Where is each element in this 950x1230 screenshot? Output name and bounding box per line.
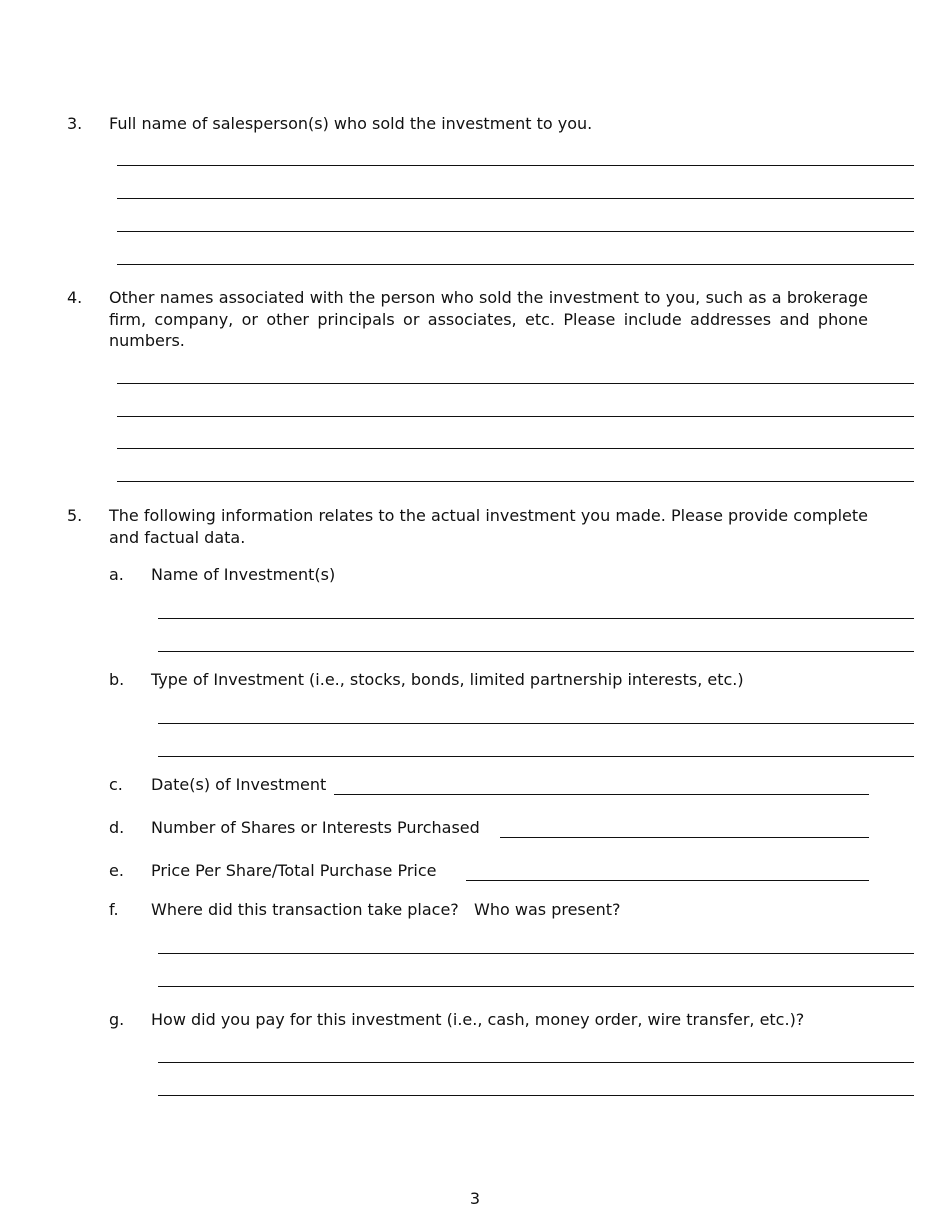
q4-answer-line-1[interactable] <box>117 383 914 384</box>
q5c-letter: c. <box>109 775 123 794</box>
q5-number: 5. <box>67 506 83 525</box>
q4-answer-line-3[interactable] <box>117 448 914 449</box>
q3-answer-line-1[interactable] <box>117 165 914 166</box>
q3-label: Full name of salesperson(s) who sold the investment to you. <box>109 114 593 133</box>
q5a-answer-line-1[interactable] <box>158 618 914 619</box>
q5f-answer-line-2[interactable] <box>158 986 914 987</box>
q5c-label: Date(s) of Investment <box>151 775 327 794</box>
q3-answer-line-2[interactable] <box>117 198 914 199</box>
q4-answer-line-2[interactable] <box>117 416 914 417</box>
q5d-label: Number of Shares or Interests Purchased <box>151 818 480 837</box>
q5e-label: Price Per Share/Total Purchase Price <box>151 861 437 880</box>
q3-answer-line-4[interactable] <box>117 264 914 265</box>
q5b-label: Type of Investment (i.e., stocks, bonds, limited partnership interests, etc.) <box>151 670 744 689</box>
q5e-letter: e. <box>109 861 124 880</box>
q4-answer-line-4[interactable] <box>117 481 914 482</box>
q5g-letter: g. <box>109 1010 125 1029</box>
q5g-label: How did you pay for this investment (i.e., cash, money order, wire transfer, etc.)? <box>151 1010 805 1029</box>
q4-label: Other names associated with the person who sold the investment to you, such as a brokerage firm, company, or other principals or associates, etc. Please include addresses and phone numbers. <box>109 288 868 350</box>
q5b-answer-line-2[interactable] <box>158 756 914 757</box>
q5c-date-field[interactable] <box>334 774 869 795</box>
q5a-answer-line-2[interactable] <box>158 651 914 652</box>
q5b-answer-line-1[interactable] <box>158 723 914 724</box>
q5f-letter: f. <box>109 900 119 919</box>
q5g-answer-line-1[interactable] <box>158 1062 914 1063</box>
q5a-letter: a. <box>109 565 124 584</box>
q4-number: 4. <box>67 288 83 307</box>
q3-number: 3. <box>67 114 83 133</box>
q5d-letter: d. <box>109 818 125 837</box>
q5g-answer-line-2[interactable] <box>158 1095 914 1096</box>
q5f-label: Where did this transaction take place? Who was present? <box>151 900 621 919</box>
q3-answer-line-3[interactable] <box>117 231 914 232</box>
q5a-label: Name of Investment(s) <box>151 565 336 584</box>
q5d-shares-field[interactable] <box>500 817 869 838</box>
q5f-answer-line-1[interactable] <box>158 953 914 954</box>
page-number: 3 <box>469 1189 481 1208</box>
q5b-letter: b. <box>109 670 125 689</box>
q5-label: The following information relates to the actual investment you made. Please provide complete and factual data. <box>109 506 868 547</box>
q5e-price-field[interactable] <box>466 860 869 881</box>
